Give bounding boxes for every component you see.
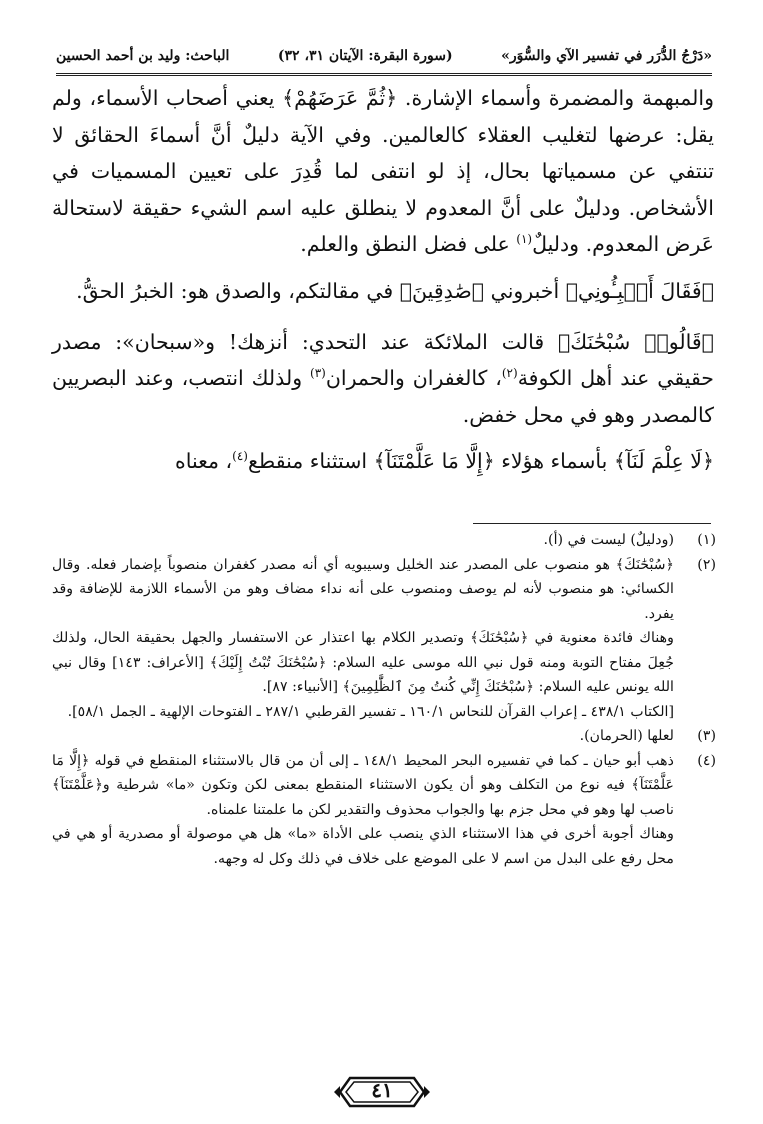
footnote-ref-4: (٤)	[232, 449, 248, 464]
footnote-number: (١)	[697, 532, 716, 548]
footnote-ref-3: (٣)	[310, 366, 326, 381]
footnote-number: (٣)	[697, 728, 716, 744]
paragraph-3: ﴿قَالُوا۟ سُبْحَٰنَكَ﴾ قالت الملائكة عند التحدي: أنزهك! و«سبحان»: مصدر حقيقي عند أهل الكوفة$^{(٢)}$، كالغفران والحمران$^{(٣)}$ ولذلك انتصب، وعند البصريين كالمصدر وهو في محل خفض.	[52, 329, 714, 427]
footnote-ref-2: (٢)	[501, 366, 518, 381]
main-text	[52, 80, 714, 480]
page-header	[56, 40, 712, 72]
page-number-ornament	[332, 1072, 432, 1112]
paragraph-2: ﴿فَقَالَ أَنۢبِـُٔونِي﴾ أخبروني ﴿صَٰدِقِينَ﴾ في مقالتكم، والصدق هو: الخبرُ الحقُّ.	[76, 278, 714, 303]
footnote-ref-1: (١)	[516, 232, 533, 247]
footnote-number: (٤)	[697, 752, 716, 769]
footnote-4: (٤) ذهب أبو حيان ـ كما في تفسيره البحر المحيط ١٤٨/١ ـ إلى أن من قال بالاستثناء المنقطع في قوله ﴿إِلَّا مَا عَلَّمْتَنَآ﴾ فيه نوع من التكلف وهو أن يكون الاستثناء المنقطع بمعنى لكن وتكون «ما» شرطية و﴿عَلَّمْتَنَآ﴾ ناصب لها وهو في محل جزم بها والجواب محذوف والتقدير لكن ما علمتنا علمناه. وهناك أجوبة أخرى في هذا الاستثناء الذي ينصب على الأداة «ما» هل هي موصولة أو مصدرية أو هي في محل رفع على البدل من اسم لا على الموضع على خلاف في ذلك وكل له وجهه.	[52, 749, 716, 872]
footnotes	[52, 528, 716, 871]
header-divider	[56, 73, 712, 76]
researcher-name: الباحث: وليد بن أحمد الحسين	[56, 48, 230, 64]
footnote-number: (٢)	[697, 556, 716, 573]
paragraph-4: ﴿لَا عِلْمَ لَنَآ﴾ بأسماء هؤلاء ﴿إِلَّا مَا عَلَّمْتَنَآ﴾ استثناء منقطع$^{(٤)}$، معناه	[174, 449, 714, 474]
footnote-1: (١) (ودليلٌ) ليست في (أ).	[52, 528, 716, 553]
paragraph-1: والمبهمة والمضمرة وأسماء الإشارة. ﴿ثُمَّ عَرَضَهُمْ﴾ يعني أصحاب الأسماء، ولم يقل: عرضها لتغليب العقلاء كالعالمين. وفي الآية دليلٌ أنَّ أسماءَ الحقائق لا تنتفي عن مسمياتها بحال، إذ لو انتفى لما قُدِرَ على تعيين المسميات في الأشخاص. ودليلٌ على أنَّ المعدوم لا ينطلق عليه اسم الشيء حقيقة لاستحالة عَرض المعدوم. ودليلٌ$^{(١)}$ على فضل النطق والعلم.	[52, 86, 714, 257]
book-title: «دَرْجُ الدُّرَر في تفسير الآي والسُّوَر»	[501, 48, 712, 64]
footnote-divider	[473, 523, 711, 524]
page-number: ٤١	[371, 1078, 393, 1102]
footnote-3: (٣) لعلها (الحرمان).	[52, 724, 716, 749]
footnote-2: (٢) ﴿سُبْحَٰنَكَ﴾ هو منصوب على المصدر عند الخليل وسيبويه أي أنه مصدر كغفران منصوباً بإضمار فعله. وقال الكسائي: هو منصوب لأنه لم يوصف ومنصوب على أنه نداء مضاف وهو من الأسماء اللازمة للإضافة وقد يفرد. وهناك فائدة معنوية في ﴿سُبْحَٰنَكَ﴾ وتصدير الكلام بها اعتذار عن الاستفسار والجهل بحقيقة الحال، ولذلك جُعِلَ مفتاح التوبة ومنه قول نبي الله موسى عليه السلام: ﴿سُبْحَٰنَكَ تُبْتُ إِلَيْكَ﴾ [الأعراف: ١٤٣] وقال نبي الله يونس عليه السلام: ﴿سُبْحَٰنَكَ إِنِّي كُنتُ مِنَ ٱلظَّٰلِمِينَ﴾ [الأنبياء: ٨٧]. [الكتاب ٤٣٨/١ ـ إعراب القرآن للنحاس ١٦٠/١ ـ تفسير القرطبي ٢٨٧/١ ـ الفتوحات الإلهية ـ الجمل ٥٨/١].	[52, 553, 716, 725]
surah-reference: (سورة البقرة: الآيتان ٣١، ٣٢)	[277, 48, 453, 64]
